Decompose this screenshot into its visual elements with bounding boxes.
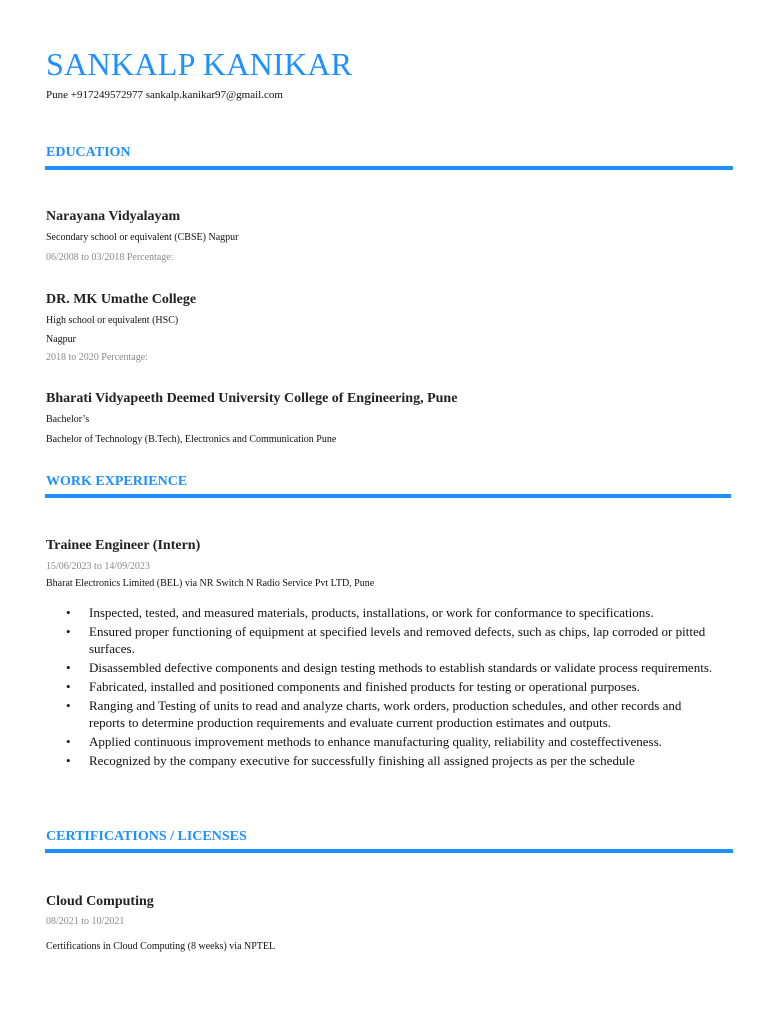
contact-line: Pune +917249572977 sankalp.kanikar97@gmail.com — [46, 89, 283, 101]
certification-description: Certifications in Cloud Computing (8 weeks) via NPTEL — [46, 941, 276, 952]
list-item-text: Inspected, tested, and measured materials, products, installations, or work for conformance to specifications. — [89, 605, 654, 620]
candidate-name: SANKALP KANIKAR — [46, 46, 353, 82]
job-responsibilities-list — [60, 604, 720, 771]
bullet-icon: • — [66, 698, 71, 713]
job-dates: 15/06/2023 to 14/09/2023 — [46, 561, 150, 572]
list-item — [60, 678, 720, 695]
bullet-icon: • — [66, 679, 71, 694]
list-item-text: Fabricated, installed and positioned components and finished products for testing or operational purposes. — [89, 679, 640, 694]
work-experience-heading: WORK EXPERIENCE — [46, 474, 188, 489]
list-item-text: Applied continuous improvement methods to enhance manufacturing quality, reliability and costeffectiveness. — [89, 734, 662, 749]
bullet-icon: • — [66, 734, 71, 749]
list-item-text: Recognized by the company executive for successfully finishing all assigned projects as per the schedule — [89, 753, 635, 768]
education-dates-1: 06/2008 to 03/2018 Percentage: — [46, 252, 174, 263]
education-detail-1: Secondary school or equivalent (CBSE) Nagpur — [46, 232, 239, 243]
education-school-2: DR. MK Umathe College — [46, 292, 197, 307]
list-item-text: Ensured proper functioning of equipment at specified levels and removed defects, such as chips, lap corroded or pitted surfaces. — [89, 624, 706, 656]
education-degree-3: Bachelor’s — [46, 414, 90, 425]
list-item-text: Disassembled defective components and design testing methods to establish standards or validate process requirements. — [89, 660, 713, 675]
education-heading: EDUCATION — [46, 145, 131, 160]
education-divider — [45, 166, 733, 170]
certification-name: Cloud Computing — [46, 894, 154, 909]
job-title: Trainee Engineer (Intern) — [46, 538, 201, 553]
certifications-heading: CERTIFICATIONS / LICENSES — [46, 829, 247, 844]
education-dates-2: 2018 to 2020 Percentage: — [46, 352, 148, 363]
bullet-icon: • — [66, 605, 71, 620]
education-school-3: Bharati Vidyapeeth Deemed University College of Engineering, Pune — [46, 391, 458, 406]
list-item-text: Ranging and Testing of units to read and analyze charts, work orders, production schedules, and other records and reports to determine production requirements and evaluate current production estimates and outputs. — [89, 698, 682, 730]
bullet-icon: • — [66, 660, 71, 675]
job-company: Bharat Electronics Limited (BEL) via NR Switch N Radio Service Pvt LTD, Pune — [46, 578, 375, 589]
education-location-2: Nagpur — [46, 334, 76, 345]
list-item — [60, 623, 720, 657]
list-item — [60, 604, 720, 621]
list-item — [60, 733, 720, 750]
work-experience-divider — [45, 494, 731, 498]
education-school-1: Narayana Vidyalayam — [46, 209, 181, 224]
list-item — [60, 697, 720, 731]
list-item — [60, 752, 720, 769]
bullet-icon: • — [66, 753, 71, 768]
list-item — [60, 659, 720, 676]
education-detail-3: Bachelor of Technology (B.Tech), Electronics and Communication Pune — [46, 434, 337, 445]
bullet-icon: • — [66, 624, 71, 639]
education-detail-2: High school or equivalent (HSC) — [46, 315, 179, 326]
certifications-divider — [45, 849, 733, 853]
certification-dates: 08/2021 to 10/2021 — [46, 916, 125, 927]
